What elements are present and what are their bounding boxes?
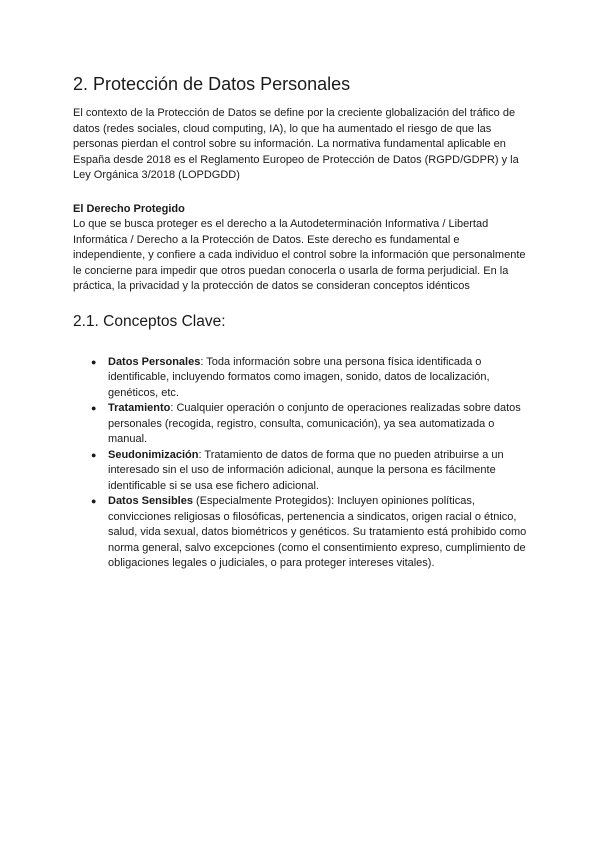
concept-definition: : Cualquier operación o conjunto de operaciones realizadas sobre datos personales (recogida, registro, consulta, comunicación), ya sea automatizada o manual. [108,402,521,445]
bullet-icon: ● [91,496,97,506]
key-concepts-list [73,355,528,572]
protected-right-heading: El Derecho Protegido [73,202,185,215]
concept-definition: : Incluyen opiniones políticas, convicciones religiosas o filosóficas, pertenencia a sindicatos, origen racial o étnico, salud, vida sexual, datos biométricos y genéticos. Su tratamiento está prohibido como norma general, salvo excepciones (como el consentimiento expreso, cumplimiento de obligaciones legales o judiciales, o para proteger intereses vitales). [108,495,527,569]
concept-term: Tratamiento [108,402,171,414]
subsection-title: 2.1. Conceptos Clave: [73,312,226,330]
concept-definition: : Tratamiento de datos de forma que no pueden atribuirse a un interesado sin el uso de información adicional, aunque la persona es fácilmente identificable si se usa ese fichero adicional. [108,448,504,492]
intro-paragraph: El contexto de la Protección de Datos se define por la creciente globalización del tráfico de datos (redes sociales, cloud computing, IA), lo que ha aumentado el riesgo de que las personas pierdan el control sobre su información. La normativa fundamental aplicable en España desde 2018 es el Reglamento Europeo de Protección de Datos (RGPD/GDPR) y la Ley Orgánica 3/2018 (LOPDGDD) [73,107,519,181]
concept-term: Datos Personales [108,355,201,368]
bullet-icon: ● [91,449,97,460]
concept-term: Datos Sensibles [108,495,193,507]
list-item [91,448,528,495]
concept-term: Seudonimización [108,448,199,461]
bullet-icon: ● [91,356,97,367]
bullet-icon: ● [91,403,97,413]
document-page [73,72,528,572]
list-item [91,355,528,402]
concept-qualifier: (Especialmente Protegidos) [192,495,332,507]
list-item [91,494,528,572]
list-item [91,401,528,448]
section-title: 2. Protección de Datos Personales [73,74,351,94]
concept-definition: : Toda información sobre una persona física identificada o identificable, incluyendo formatos como imagen, sonido, datos de localización, genéticos, etc. [108,355,490,399]
protected-right-block [73,202,528,295]
protected-right-body: Lo que se busca proteger es el derecho a la Autodeterminación Informativa / Libertad Informática / Derecho a la Protección de Datos. Este derecho es fundamental e independiente, y confiere a cada individuo el control sobre la información que personalmente le concierne para impedir que otros puedan conocerla o usarla de forma perjudicial. En la práctica, la privacidad y la protección de datos se consideran conceptos idénticos [73,218,526,292]
